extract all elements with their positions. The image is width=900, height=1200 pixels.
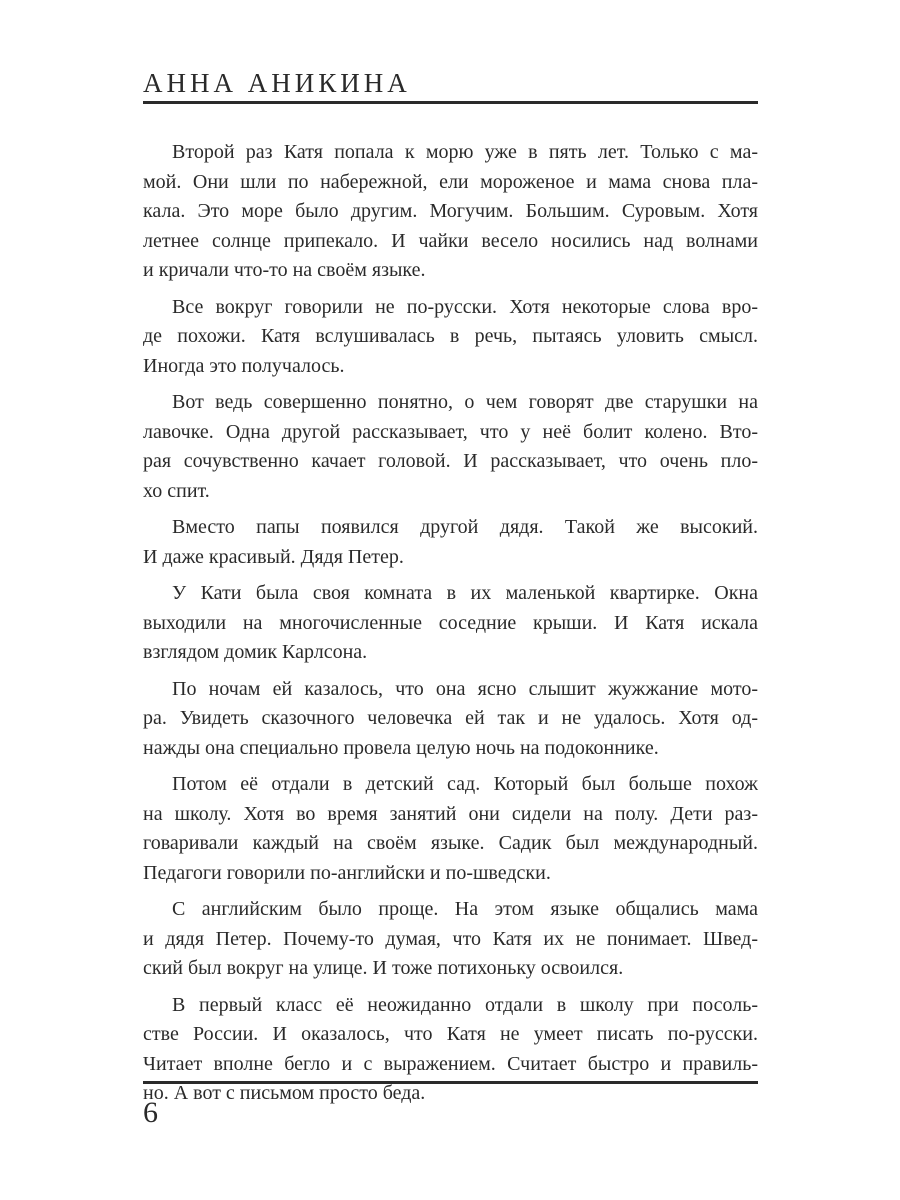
text-line: Педагоги говорили по-английски и по-шведски. xyxy=(143,861,551,884)
text-line: нажды она специально провела целую ночь на подоконнике. xyxy=(143,736,659,759)
paragraph xyxy=(143,675,758,764)
text-line: кала. Это море было другим. Могучим. Большим. Суровым. Хотя xyxy=(143,200,758,222)
text-line: Иногда это получалось. xyxy=(143,354,345,377)
text-line: лавочке. Одна другой рассказывает, что у неё болит колено. Вто- xyxy=(143,420,758,443)
text-line: С английским было проще. На этом языке общались мама xyxy=(172,898,758,920)
text-line: на школу. Хотя во время занятий они сидели на полу. Дети раз- xyxy=(143,802,758,825)
paragraph xyxy=(143,579,758,668)
text-line: По ночам ей казалось, что она ясно слышит жужжание мото- xyxy=(172,677,758,700)
text-line: хо спит. xyxy=(143,479,210,502)
text-line: Все вокруг говорили не по-русски. Хотя некоторые слова вро- xyxy=(172,295,758,318)
text-line: стве России. И оказалось, что Катя не умеет писать по-русски. xyxy=(143,1023,758,1045)
text-line: и дядя Петер. Почему-то думая, что Катя их не понимает. Швед- xyxy=(143,927,758,950)
running-head: АННА АНИКИНА xyxy=(143,68,411,98)
text-line: ский был вокруг на улице. И тоже потихоньку освоился. xyxy=(143,957,624,979)
footer-rule xyxy=(143,1081,758,1084)
paragraph xyxy=(143,991,758,1109)
text-line: но. А вот с письмом просто беда. xyxy=(143,1082,426,1104)
paragraph xyxy=(143,138,758,286)
text-line: и кричали что-то на своём языке. xyxy=(143,259,426,281)
paragraph xyxy=(143,770,758,888)
text-line: мой. Они шли по набережной, ели мороженое и мама снова пла- xyxy=(143,170,758,193)
paragraph xyxy=(143,293,758,382)
paragraph xyxy=(143,513,758,572)
text-line: говаривали каждый на своём языке. Садик был международный. xyxy=(143,832,758,854)
text-line: Вместо папы появился другой дядя. Такой же высокий. xyxy=(172,516,758,538)
text-line: Потом её отдали в детский сад. Который был больше похож xyxy=(172,773,758,795)
text-line: Вот ведь совершенно понятно, о чем говорят две старушки на xyxy=(172,391,758,413)
text-line: Второй раз Катя попала к морю уже в пять лет. Только с ма- xyxy=(172,141,758,163)
paragraph xyxy=(143,388,758,506)
text-line: ра. Увидеть сказочного человечка ей так и не удалось. Хотя од- xyxy=(143,707,758,729)
text-line: выходили на многочисленные соседние крыши. И Катя искала xyxy=(143,611,758,634)
text-line: рая сочувственно качает головой. И рассказывает, что очень пло- xyxy=(143,450,758,472)
text-line: И даже красивый. Дядя Петер. xyxy=(143,545,404,568)
text-line: де похожи. Катя вслушивалась в речь, пытаясь уловить смысл. xyxy=(143,325,758,347)
text-line: У Кати была своя комната в их маленькой квартирке. Окна xyxy=(172,582,758,604)
text-line: летнее солнце припекало. И чайки весело носились над волнами xyxy=(143,229,758,252)
body-text xyxy=(143,138,758,1116)
text-line: Читает вполне бегло и с выражением. Считает быстро и правиль- xyxy=(143,1052,758,1075)
text-line: В первый класс её неожиданно отдали в школу при посоль- xyxy=(172,993,758,1016)
page-number: 6 xyxy=(143,1096,158,1129)
text-line: взглядом домик Карлсона. xyxy=(143,641,368,663)
header-rule xyxy=(143,101,758,104)
paragraph xyxy=(143,895,758,984)
